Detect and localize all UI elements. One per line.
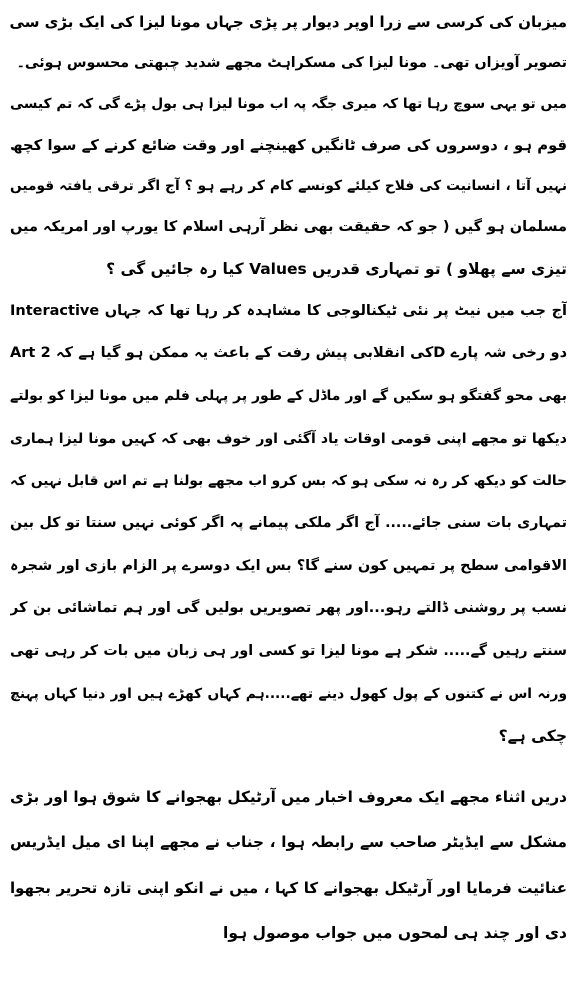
paragraph-3-line-2: مشکل سے ایڈیٹر صاحب سے رابطہ ہوا ، جناب نے مجھے اپنا ای میل ایڈریس bbox=[10, 833, 567, 851]
paragraph-3-line-3: عنائیت فرمایا اور آرٹیکل بھجوانے کا کہا ، میں نے انکو اپنی تازہ تحریر بجھوا bbox=[10, 879, 567, 897]
paragraph-1-line-3: میں تو یہی سوچ رہا تھا کہ میری جگہ پہ اب مونا لیزا ہی بول پڑے گی کہ تم کیسی bbox=[10, 96, 567, 112]
paragraph-2-line-11: چکی ہے؟ bbox=[498, 727, 567, 745]
paragraph-3-line-1: دریں اثناء مجھے ایک معروف اخبار میں آرٹیکل بھجوانے کا شوق ہوا اور بڑی bbox=[10, 788, 567, 806]
paragraph-1-line-6: مسلمان ہو گیں ( جو کہ حقیقت بھی نظر آرہی اسلام کا یورپ اور امریکہ میں bbox=[10, 219, 567, 235]
paragraph-1-line-7: تیزی سے پھلاو ) تو تمہاری قدریں Values کیا رہ جائیں گی ؟ bbox=[106, 260, 567, 278]
paragraph-2-line-6: تمہاری بات سنی جائے..... آج اگر ملکی پیمانے پہ اگر کوئی نہیں سنتا تو کل بین bbox=[10, 515, 567, 531]
paragraph-1-line-2: تصویر آویزاں تھی۔ مونا لیزا کی مسکراہٹ مجھے شدید چبھتی محسوس ہوئی۔ bbox=[16, 55, 567, 71]
paragraph-1-line-5: نہیں آتا ، انسانیت کی فلاح کیلئے کونسے کام کر رہے ہو ؟ آج اگر ترقی یافتہ قومیں bbox=[10, 178, 567, 194]
paragraph-2-line-7: الاقوامی سطح پر تمہیں کون سنے گا؟ بس ایک دوسرے پر الزام بازی اور شجرہ bbox=[10, 558, 567, 574]
paragraph-1-line-1: میزبان کی کرسی سے زرا اوپر دیوار پر پڑی جہاں مونا لیزا کی ایک بڑی سی bbox=[10, 13, 567, 31]
paragraph-2-line-5: حالت کو دیکھ کر رہ نہ سکی ہو کہ بس کرو اب مجھے بولنا ہے تم اس قابل نہیں کہ bbox=[10, 473, 567, 489]
paragraph-2-line-8: نسب پر روشنی ڈالتے رہو...اور پھر تصویریں بولیں گی اور ہم تماشائی بن کر bbox=[10, 600, 567, 616]
paragraph-2-line-1: آج جب میں نیٹ پر نئی ٹیکنالوجی کا مشاہدہ کر رہا تھا کہ جہاں Interactive bbox=[10, 303, 567, 319]
paragraph-2-line-9: سنتے رہیں گے..... شکر ہے مونا لیزا تو کسی اور ہی زبان میں بات کر رہی تھی bbox=[10, 643, 567, 659]
paragraph-2-line-3: بھی محو گفتگو ہو سکیں گے اور ماڈل کے طور پر پہلی فلم میں مونا لیزا کو بولتے bbox=[10, 388, 567, 404]
paragraph-1-line-4: قوم ہو ، دوسروں کی صرف ٹانگیں کھینچنے اور وقت ضائع کرنے کے سوا کچھ bbox=[10, 137, 567, 154]
paragraph-2-line-2: Art کی انقلابی پیش رفت کے باعث یہ ممکن ہو گیا ہے کہ 2D دو رخی شہ پارے bbox=[10, 345, 567, 361]
paragraph-3-line-4: دی اور چند ہی لمحوں میں جواب موصول ہوا bbox=[223, 924, 567, 942]
paragraph-2-line-10: ورنہ اس نے کتنوں کے پول کھول دینے تھے.....ہم کہاں کھڑے ہیں اور دنیا کہاں پہنچ bbox=[10, 686, 567, 702]
paragraph-2-line-4: دیکھا تو مجھے اپنی قومی اوقات یاد آگئی اور خوف بھی کہ کہیں مونا لیزا ہماری bbox=[10, 431, 567, 447]
